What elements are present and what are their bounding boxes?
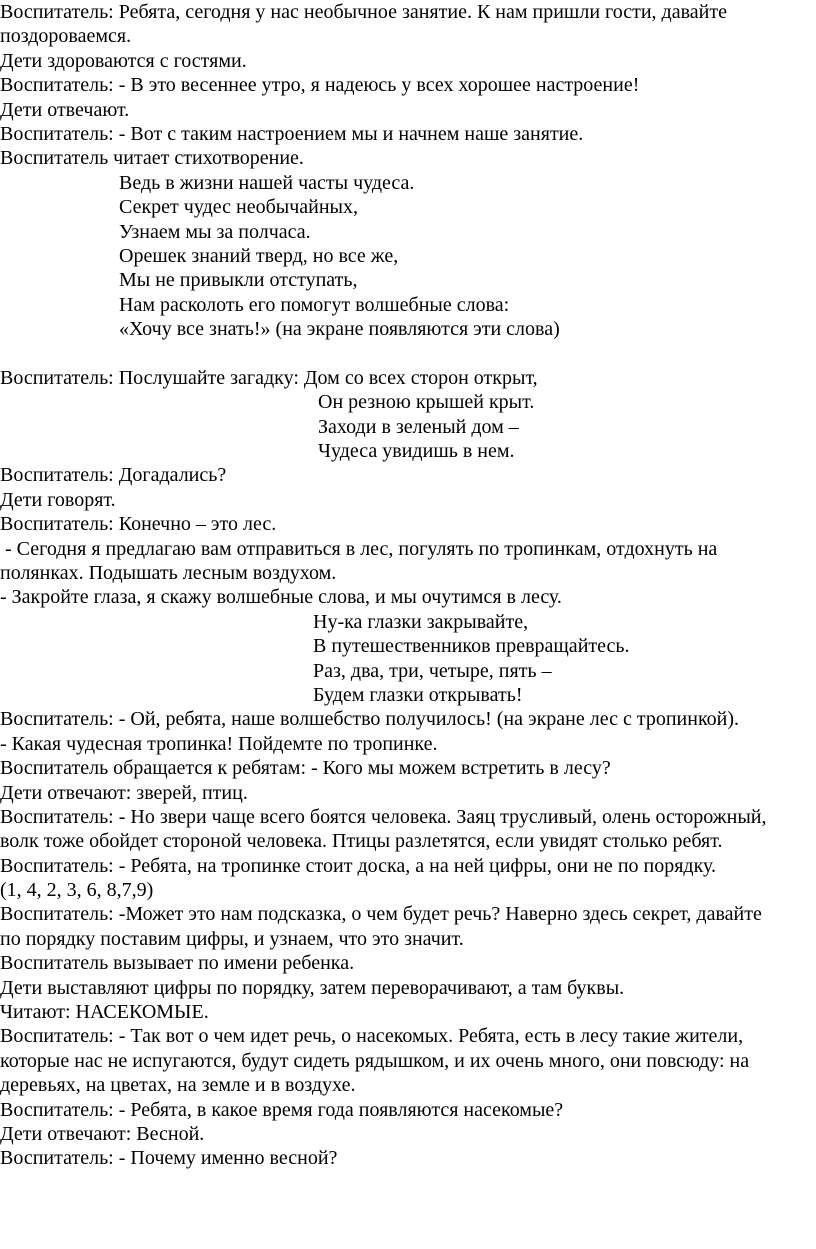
intro-line: Дети здороваются с гостями. (0, 49, 247, 72)
dialogue-line: полянках. Подышать лесным воздухом. (0, 561, 337, 584)
intro-line: Воспитатель: Ребята, сегодня у нас необычное занятие. К нам пришли гости, давайте (0, 1, 727, 23)
blank-line (0, 341, 816, 365)
dialogue-line: Воспитатель: - Но звери чаще всего боятся человека. Заяц трусливый, олень осторожный, (0, 805, 767, 828)
intro-line: Дети отвечают. (0, 98, 130, 121)
dialogue-line: Дети отвечают: Весной. (0, 1122, 205, 1145)
dialogue-line: (1, 4, 2, 3, 6, 8,7,9) (0, 879, 154, 902)
dialogue-line: Воспитатель: - Ребята, на тропинке стоит доска, а на ней цифры, они не по порядку. (0, 854, 717, 877)
dialogue-line: Дети выставляют цифры по порядку, затем переворачивают, а там буквы. (0, 976, 625, 999)
dialogue-line: деревьях, на цветах, на земле и в воздухе. (0, 1074, 356, 1097)
poem-line: Нам расколоть его помогут волшебные слова: (119, 293, 510, 316)
riddle-line: Он резною крышей крыт. (318, 391, 535, 414)
dialogue-line: которые нас не испугаются, будут сидеть рядышком, и их очень много, они повсюду: на (0, 1049, 750, 1072)
riddle-line: Заходи в зеленый дом – (318, 415, 519, 438)
dialogue-line: - Какая чудесная тропинка! Пойдемте по тропинке. (0, 732, 438, 755)
riddle-line: Чудеса увидишь в нем. (318, 440, 515, 463)
dialogue-line: Воспитатель: Догадались? (0, 464, 227, 487)
dialogue-line: Воспитатель: Конечно – это лес. (0, 513, 277, 536)
dialogue-line: Воспитатель: - Почему именно весной? (0, 1147, 338, 1170)
spell-line: Ну-ка глазки закрывайте, (313, 610, 529, 633)
spell-line: В путешественников превращайтесь. (313, 635, 630, 658)
intro-line: поздороваемся. (0, 25, 132, 48)
poem-line: Секрет чудес необычайных, (119, 196, 358, 219)
poem-line: Ведь в жизни нашей часты чудеса. (119, 171, 415, 194)
dialogue-line: Читают: НАСЕКОМЫЕ. (0, 1001, 209, 1024)
dialogue-line: Дети говорят. (0, 488, 116, 511)
dialogue-line: Воспитатель обращается к ребятам: - Кого мы можем встретить в лесу? (0, 757, 611, 780)
dialogue-line: Воспитатель: - Ребята, в какое время года появляются насекомые? (0, 1098, 564, 1121)
spell-line: Будем глазки открывать! (313, 683, 523, 706)
dialogue-line: - Закройте глаза, я скажу волшебные слова, и мы очутимся в лесу. (0, 586, 562, 609)
dialogue-line: Воспитатель: - Так вот о чем идет речь, о насекомых. Ребята, есть в лесу такие жители, (0, 1025, 744, 1048)
dialogue-line: по порядку поставим цифры, и узнаем, что это значит. (0, 927, 464, 950)
intro-line: Воспитатель читает стихотворение. (0, 147, 304, 170)
dialogue-line: волк тоже обойдет стороной человека. Птицы разлетятся, если увидят столько ребят. (0, 830, 723, 853)
poem-line: Узнаем мы за полчаса. (119, 220, 311, 243)
spell-line: Раз, два, три, четыре, пять – (313, 659, 552, 682)
dialogue-line: Воспитатель вызывает по имени ребенка. (0, 952, 355, 975)
poem-line: Орешек знаний тверд, но все же, (119, 244, 399, 267)
dialogue-line: - Сегодня я предлагаю вам отправиться в лес, погулять по тропинкам, отдохнуть на (0, 537, 718, 560)
dialogue-line: Воспитатель: -Может это нам подсказка, о чем будет речь? Наверно здесь секрет, давайте (0, 903, 762, 926)
poem-line: Мы не привыкли отступать, (119, 269, 358, 292)
riddle-intro: Воспитатель: Послушайте загадку: Дом со всех сторон открыт, (0, 366, 538, 389)
dialogue-line: Дети отвечают: зверей, птиц. (0, 781, 248, 804)
poem-line: «Хочу все знать!» (на экране появляются эти слова) (119, 318, 560, 341)
dialogue-line: Воспитатель: - Ой, ребята, наше волшебство получилось! (на экране лес с тропинкой). (0, 708, 740, 731)
intro-line: Воспитатель: - В это весеннее утро, я надеюсь у всех хорошее настроение! (0, 74, 640, 97)
intro-line: Воспитатель: - Вот с таким настроением мы и начнем наше занятие. (0, 122, 584, 145)
